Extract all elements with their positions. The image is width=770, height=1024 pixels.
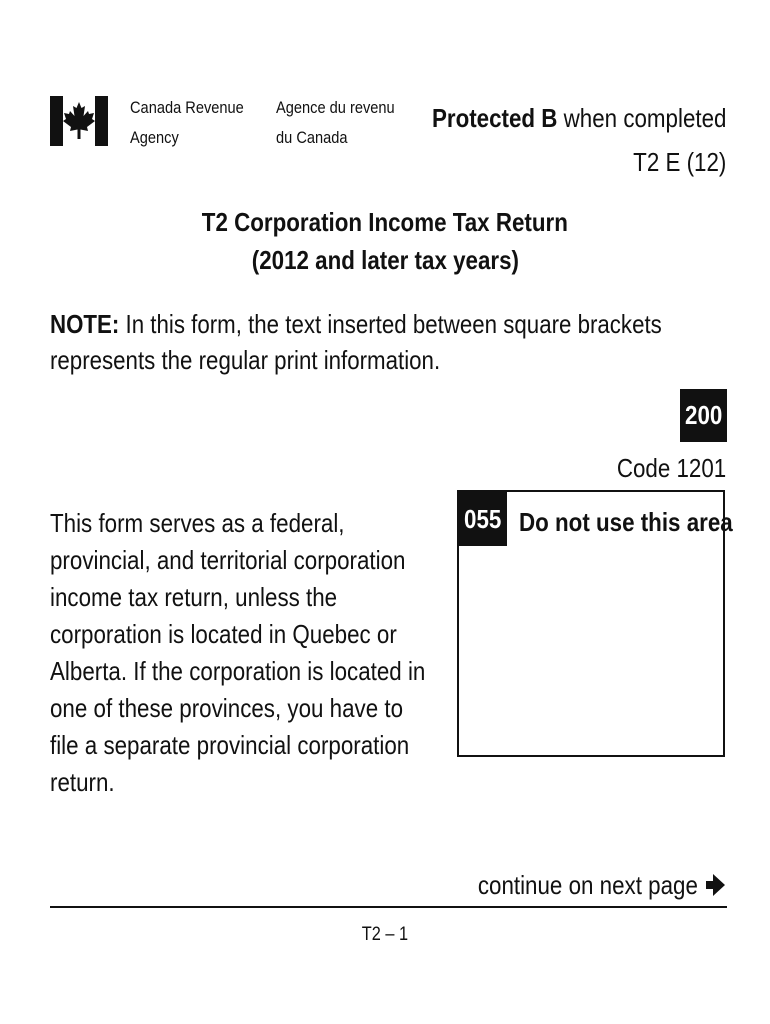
title-line2: (2012 and later tax years) [251,245,519,275]
agency-name-english [130,93,262,153]
code-box-200-label: 200 [684,400,723,430]
code-box-055-label: 055 [464,503,502,534]
protected-status [384,102,726,134]
form-code-text: T2 E (12) [632,147,726,177]
canada-flag-icon [50,96,108,146]
form-code [618,146,726,178]
do-not-use-label: Do not use this area [519,507,733,537]
footer-divider [50,906,727,908]
agency-fr-line2: du Canada [276,128,348,147]
note-text: In this form, the text inserted between square brackets represents the regular print information. [50,309,662,375]
page-number [0,924,770,946]
protected-suffix: when completed [556,103,726,133]
continue-text: continue on next page [477,870,698,900]
code-1201 [599,452,726,484]
title-line1: T2 Corporation Income Tax Return [201,207,569,237]
page-title [0,203,770,279]
note-label: NOTE: [50,309,120,339]
agency-en-line1: Canada Revenue [130,98,244,117]
page-number-text: T2 – 1 [361,924,409,945]
arrow-right-icon [704,872,726,898]
do-not-use-area [457,490,733,757]
code-box-055 [459,492,507,546]
intro-paragraph: This form serves as a federal, provincial, and territorial corporation income tax return, unless the corporation is located in Quebec or Alberta. If the corporation is located in one of these provinces, you have to file a separate provincial corporation return. [50,508,426,797]
code-box-200 [680,389,727,442]
code-1201-text: Code 1201 [616,453,726,483]
note-paragraph [50,306,727,378]
continue-link[interactable] [442,869,726,901]
agency-fr-line1: Agence du revenu [276,98,395,117]
agency-en-line2: Agency [130,128,179,147]
protected-label: Protected B [431,103,557,133]
